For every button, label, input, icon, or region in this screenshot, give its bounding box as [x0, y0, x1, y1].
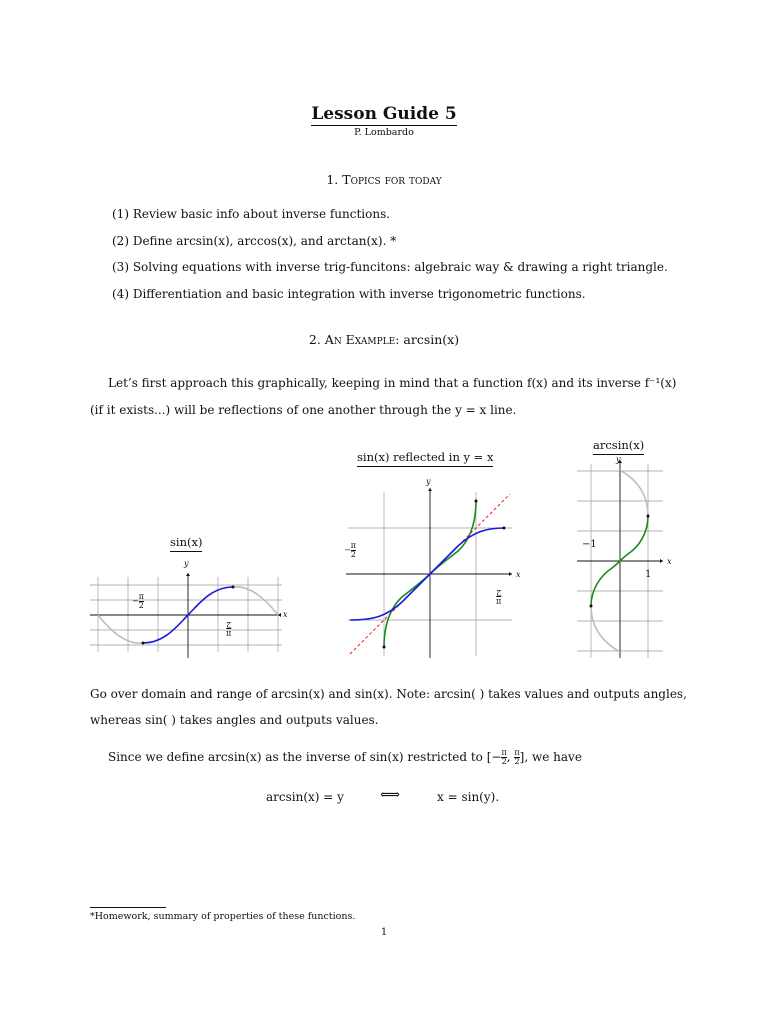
body-line1: Go over domain and range of arcsin(x) and sin(x). Note: arcsin( ) takes values and outputs angles,: [90, 687, 687, 701]
footnote-rule: [90, 907, 166, 908]
body-line2: whereas sin( ) takes angles and outputs values.: [90, 713, 379, 727]
figure-caption-reflected: sin(x) reflected in y = x: [357, 450, 493, 464]
tick-label-neg-pi-half: − $\frac{\pi}{2}$: [344, 541, 356, 559]
list-item: (4) Differentiation and basic integration with inverse trigonometric functions.: [112, 287, 586, 301]
tick-label-neg-one: −1: [582, 539, 597, 550]
page-title: Lesson Guide 5: [311, 104, 457, 124]
intro-paragraph-line1: Let’s first approach this graphically, keeping in mind that a function f(x) and its inverse f⁻¹(x): [108, 376, 677, 390]
x-axis-label: x: [283, 610, 288, 619]
tick-label-one: 1: [645, 569, 652, 580]
y-axis-label: y: [426, 477, 431, 486]
equivalence-arrow: ⟺: [380, 787, 401, 803]
x-axis-arrow: [660, 559, 663, 563]
author: P. Lombardo: [354, 127, 414, 138]
list-item: (3) Solving equations with inverse trig-funcitons: algebraic way & drawing a right triangle.: [112, 260, 668, 274]
y-axis-label: y: [616, 455, 621, 464]
endpoint-dot: [590, 605, 593, 608]
tick-label-neg-pi-half: − $\frac{\pi}{2}$: [132, 592, 144, 610]
tick-label-pi-half: π 2: [496, 588, 502, 606]
section-heading-example: 2. An Example: arcsin(x): [308, 332, 460, 347]
section-heading-topics: 1. Topics for today: [326, 172, 442, 187]
list-item: (2) Define arcsin(x), arccos(x), and arctan(x). *: [112, 234, 397, 248]
list-item: (1) Review basic info about inverse functions.: [112, 207, 391, 221]
intro-paragraph-line2: (if it exists...) will be reflections of one another through the y = x line.: [90, 403, 517, 417]
arcsin-faded-top: [620, 470, 648, 516]
footnote: *Homework, summary of properties of these functions.: [90, 911, 356, 922]
arcsin-faded-bottom: [591, 606, 620, 652]
figure-caption-sin: sin(x): [170, 535, 202, 549]
interval: [− $\frac{\pi}{2}$ , $\frac{\pi}{2}$ ]: [486, 748, 525, 766]
equation-right: x = sin(y).: [437, 790, 500, 804]
endpoint-dot: [647, 515, 650, 518]
x-axis-label: x: [667, 557, 672, 566]
page-number: 1: [380, 927, 388, 938]
x-axis-label: x: [516, 570, 521, 579]
y-axis-label: y: [184, 559, 189, 568]
axes: [577, 460, 663, 658]
tick-label-pi-half: π 2: [226, 620, 232, 638]
body-line3: Since we define arcsin(x) as the inverse of sin(x) restricted to [− $\frac{\pi}{2}$ , $\frac{\pi}{2}$ ], we have: [108, 748, 582, 766]
figure-caption-arcsin: arcsin(x): [593, 438, 644, 452]
equation-left: arcsin(x) = y: [266, 790, 344, 804]
